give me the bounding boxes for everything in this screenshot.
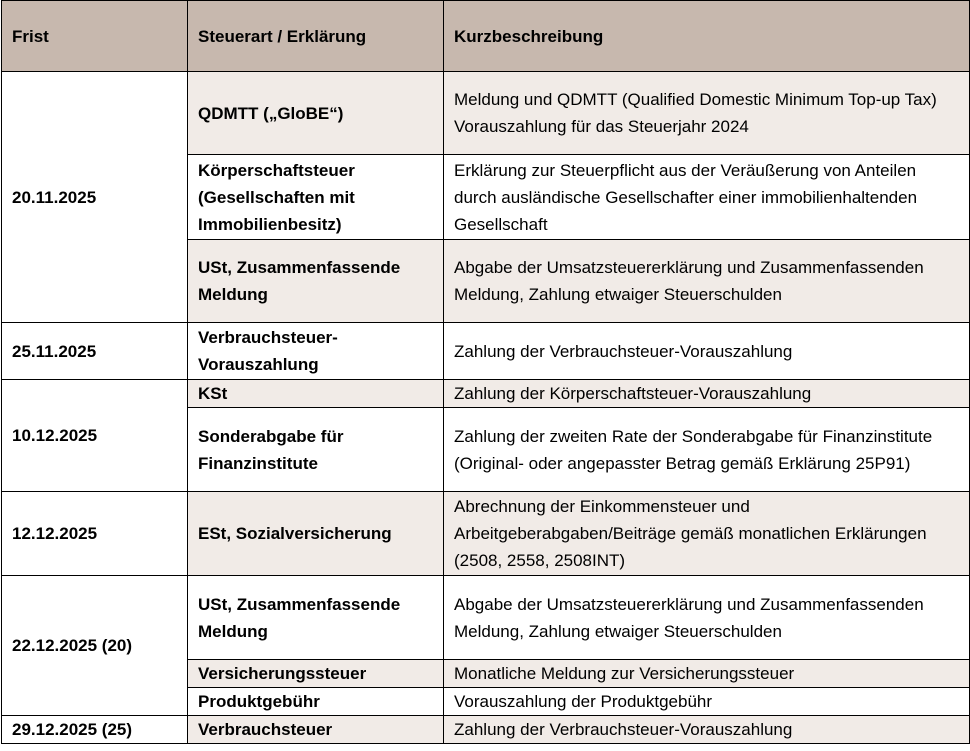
frist-cell: 25.11.2025 — [2, 323, 188, 380]
beschreibung-cell: Monatliche Meldung zur Versicherungssteuer — [444, 660, 970, 688]
beschreibung-cell: Zahlung der zweiten Rate der Sonderabgabe für Finanzinstitute (Original- oder angepasster Betrag gemäß Erklärung 25P91) — [444, 408, 970, 492]
beschreibung-cell: Vorauszahlung der Produktgebühr — [444, 688, 970, 716]
header-row — [2, 1, 970, 72]
steuerart-cell: Körperschaftsteuer (Gesellschaften mit Immobilienbesitz) — [188, 155, 444, 240]
table-row — [2, 323, 970, 380]
steuerart-cell: Verbrauchsteuer — [188, 716, 444, 744]
frist-cell: 20.11.2025 — [2, 72, 188, 323]
beschreibung-cell: Abgabe der Umsatzsteuererklärung und Zusammenfassenden Meldung, Zahlung etwaiger Steuerschulden — [444, 576, 970, 660]
frist-cell: 10.12.2025 — [2, 380, 188, 492]
table-row — [2, 380, 970, 408]
frist-cell: 29.12.2025 (25) — [2, 716, 188, 744]
header-kurzbeschreibung: Kurzbeschreibung — [444, 1, 970, 72]
steuerart-cell: QDMTT („GloBE“) — [188, 72, 444, 155]
steuerart-cell: USt, Zusammenfassende Meldung — [188, 240, 444, 323]
table-row — [2, 716, 970, 744]
header-steuerart: Steuerart / Erklärung — [188, 1, 444, 72]
steuerart-cell: USt, Zusammenfassende Meldung — [188, 576, 444, 660]
table-row — [2, 492, 970, 576]
steuerart-cell: Versicherungssteuer — [188, 660, 444, 688]
beschreibung-cell: Abrechnung der Einkommensteuer und Arbeitgeberabgaben/Beiträge gemäß monatlichen Erklärungen (2508, 2558, 2508INT) — [444, 492, 970, 576]
steuerart-cell: Verbrauchsteuer-Vorauszahlung — [188, 323, 444, 380]
frist-cell: 12.12.2025 — [2, 492, 188, 576]
steuerart-cell: Produktgebühr — [188, 688, 444, 716]
steuerart-cell: KSt — [188, 380, 444, 408]
beschreibung-cell: Zahlung der Körperschaftsteuer-Vorauszahlung — [444, 380, 970, 408]
beschreibung-cell: Zahlung der Verbrauchsteuer-Vorauszahlung — [444, 716, 970, 744]
steuerart-cell: Sonderabgabe für Finanzinstitute — [188, 408, 444, 492]
beschreibung-cell: Meldung und QDMTT (Qualified Domestic Minimum Top-up Tax) Vorauszahlung für das Steuerjahr 2024 — [444, 72, 970, 155]
table-row — [2, 576, 970, 660]
frist-cell: 22.12.2025 (20) — [2, 576, 188, 716]
steuerart-cell: ESt, Sozialversicherung — [188, 492, 444, 576]
beschreibung-cell: Abgabe der Umsatzsteuererklärung und Zusammenfassenden Meldung, Zahlung etwaiger Steuerschulden — [444, 240, 970, 323]
beschreibung-cell: Zahlung der Verbrauchsteuer-Vorauszahlung — [444, 323, 970, 380]
table-row — [2, 72, 970, 155]
steuerfristen-table — [1, 0, 970, 744]
beschreibung-cell: Erklärung zur Steuerpflicht aus der Veräußerung von Anteilen durch ausländische Gesellschafter einer immobilienhaltenden Gesellschaft — [444, 155, 970, 240]
header-frist: Frist — [2, 1, 188, 72]
